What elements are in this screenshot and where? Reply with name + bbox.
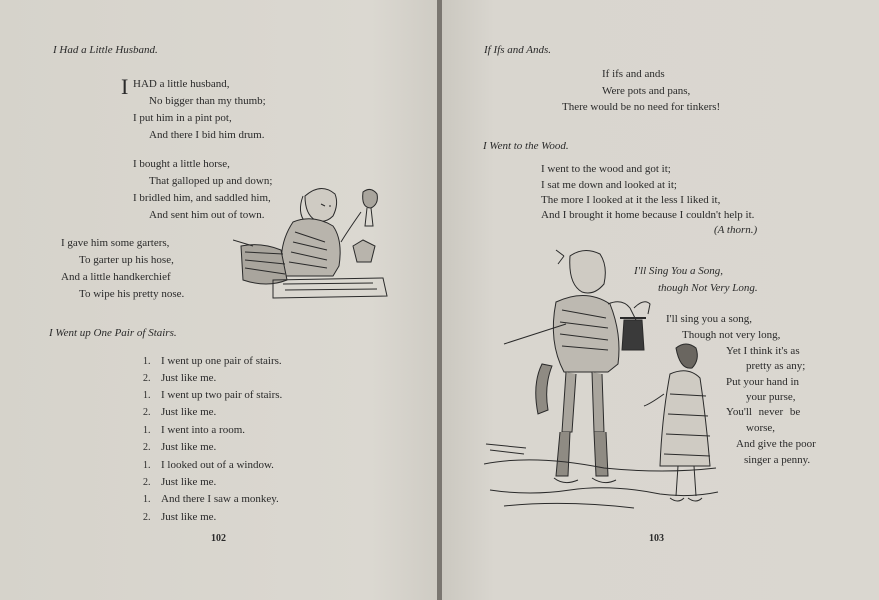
poem-line: Just like me. bbox=[161, 372, 217, 384]
poem-title-stairs: I Went up One Pair of Stairs. bbox=[49, 327, 177, 339]
line-number: 1. bbox=[143, 390, 151, 401]
line-number: 2. bbox=[143, 407, 151, 418]
drop-cap: I bbox=[121, 74, 129, 99]
poem-line: Just like me. bbox=[161, 441, 217, 453]
poem-line: Were pots and pans, bbox=[602, 85, 691, 97]
poem-line: The more I looked at it the less I liked it, bbox=[541, 194, 721, 206]
line-number: 2. bbox=[143, 477, 151, 488]
page-number: 103 bbox=[649, 533, 664, 544]
poem-line: pretty as any; bbox=[746, 360, 806, 372]
poem-line: worse, bbox=[746, 422, 776, 434]
poem-line: Just like me. bbox=[161, 406, 217, 418]
line-number: 1. bbox=[143, 425, 151, 436]
line-number: 1. bbox=[143, 356, 151, 367]
line-number: 2. bbox=[143, 442, 151, 453]
poem-line: I bought a little horse, bbox=[133, 158, 230, 170]
poem-line: HAD a little husband, bbox=[133, 78, 230, 90]
poem-line: And there I bid him drum. bbox=[149, 129, 265, 141]
poem-line: And I brought it home because I couldn't help it. bbox=[541, 209, 755, 221]
page-number: 102 bbox=[211, 533, 226, 544]
poem-line: I put him in a pint pot, bbox=[133, 112, 232, 124]
poem-title-song-line2: though Not Very Long. bbox=[658, 282, 758, 294]
poem-line: And sent him out of town. bbox=[149, 209, 265, 221]
poem-line: your purse, bbox=[746, 391, 796, 403]
poem-line: To garter up his hose, bbox=[79, 254, 174, 266]
poem-line: I went into a room. bbox=[161, 424, 246, 436]
poem-line: I'll sing you a song, bbox=[666, 313, 753, 325]
line-number: 2. bbox=[143, 373, 151, 384]
poem-line: There would be no need for tinkers! bbox=[562, 101, 721, 113]
poem-line: I went up one pair of stairs. bbox=[161, 355, 282, 367]
poem-line: I bridled him, and saddled him, bbox=[133, 192, 271, 204]
poem-line: I looked out of a window. bbox=[161, 459, 274, 471]
poem-line: You'll never be bbox=[726, 406, 801, 418]
poem-line: I gave him some garters, bbox=[61, 237, 170, 249]
poem-line: Yet I think it's as bbox=[726, 345, 800, 357]
left-page bbox=[0, 0, 437, 600]
poem-title-wood: I Went to the Wood. bbox=[483, 140, 569, 152]
line-number: 2. bbox=[143, 512, 151, 523]
poem-title-ifs: If Ifs and Ands. bbox=[484, 44, 552, 56]
poem-line: That galloped up and down; bbox=[149, 175, 273, 187]
poem-line: And there I saw a monkey. bbox=[161, 493, 279, 505]
poem-line: And a little handkerchief bbox=[61, 271, 171, 283]
poem-line: Put your hand in bbox=[726, 376, 800, 388]
poem-line: I went to the wood and got it; bbox=[541, 163, 671, 175]
poem-title-husband: I Had a Little Husband. bbox=[53, 44, 158, 56]
poem-line: Though not very long, bbox=[682, 329, 781, 341]
poem-line: Just like me. bbox=[161, 511, 217, 523]
woman-with-tiny-husband-illustration bbox=[233, 176, 393, 304]
poem-line: I sat me down and looked at it; bbox=[541, 179, 677, 191]
poem-line: If ifs and ands bbox=[602, 68, 665, 80]
poem-line: To wipe his pretty nose. bbox=[79, 288, 185, 300]
riddle-answer: (A thorn.) bbox=[714, 224, 758, 236]
poem-line: No bigger than my thumb; bbox=[149, 95, 266, 107]
poem-line: I went up two pair of stairs. bbox=[161, 389, 283, 401]
line-number: 1. bbox=[143, 460, 151, 471]
poem-title-song-line1: I'll Sing You a Song, bbox=[634, 265, 724, 277]
right-page bbox=[442, 0, 879, 600]
poem-line: Just like me. bbox=[161, 476, 217, 488]
line-number: 1. bbox=[143, 494, 151, 505]
poem-line: And give the poor bbox=[736, 438, 816, 450]
poem-line: singer a penny. bbox=[744, 454, 811, 466]
